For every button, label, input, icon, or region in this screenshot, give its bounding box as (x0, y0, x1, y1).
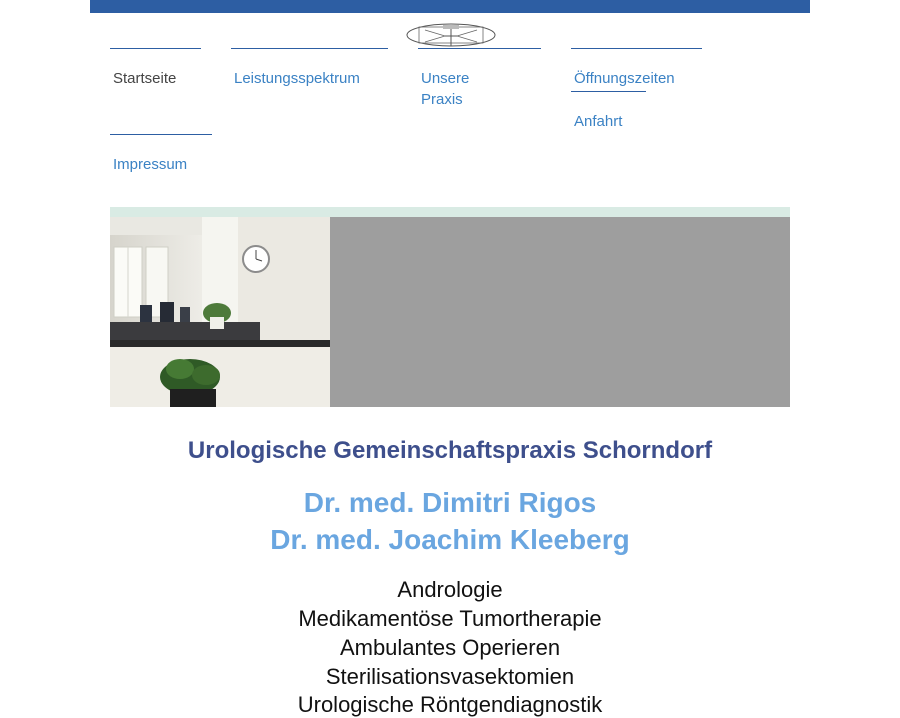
nav-label: Leistungsspektrum (234, 70, 360, 87)
practice-title: Urologische Gemeinschaftspraxis Schorndorf (187, 437, 713, 464)
nav-impressum[interactable] (113, 154, 187, 175)
service-item: Urologische Röntgendiagnostik (297, 692, 603, 717)
top-bar (90, 0, 810, 13)
doctor-name: Dr. med. Joachim Kleeberg (270, 524, 630, 555)
nav-underline (231, 48, 388, 49)
nav-anfahrt[interactable] (574, 111, 622, 132)
nav-label-line2: Praxis (421, 91, 463, 108)
header-banner (110, 217, 790, 407)
nav-underline (418, 48, 541, 49)
banner-strip (110, 207, 790, 217)
nav-leistungsspektrum[interactable] (234, 68, 360, 89)
practice-logo-icon[interactable] (405, 22, 497, 50)
nav-label: Impressum (113, 156, 188, 173)
nav-label: Anfahrt (574, 113, 623, 130)
doctor-name: Dr. med. Dimitri Rigos (303, 487, 597, 518)
nav-label: Startseite (113, 70, 177, 87)
nav-unsere-praxis[interactable] (421, 68, 469, 110)
nav-underline (110, 134, 212, 135)
service-item: Medikamentöse Tumortherapie (298, 606, 602, 631)
practice-reception-photo (110, 217, 330, 407)
service-item: Ambulantes Operieren (339, 635, 561, 660)
nav-label: Öffnungszeiten (574, 70, 675, 87)
nav-oeffnungszeiten[interactable] (574, 68, 675, 89)
service-item: Sterilisationsvasektomien (325, 664, 575, 689)
nav-underline (571, 91, 646, 92)
nav-startseite[interactable] (113, 68, 176, 89)
nav-label-line1: Unsere (421, 70, 470, 87)
nav-underline (110, 48, 201, 49)
nav-underline (571, 48, 702, 49)
service-item: Andrologie (397, 577, 503, 602)
